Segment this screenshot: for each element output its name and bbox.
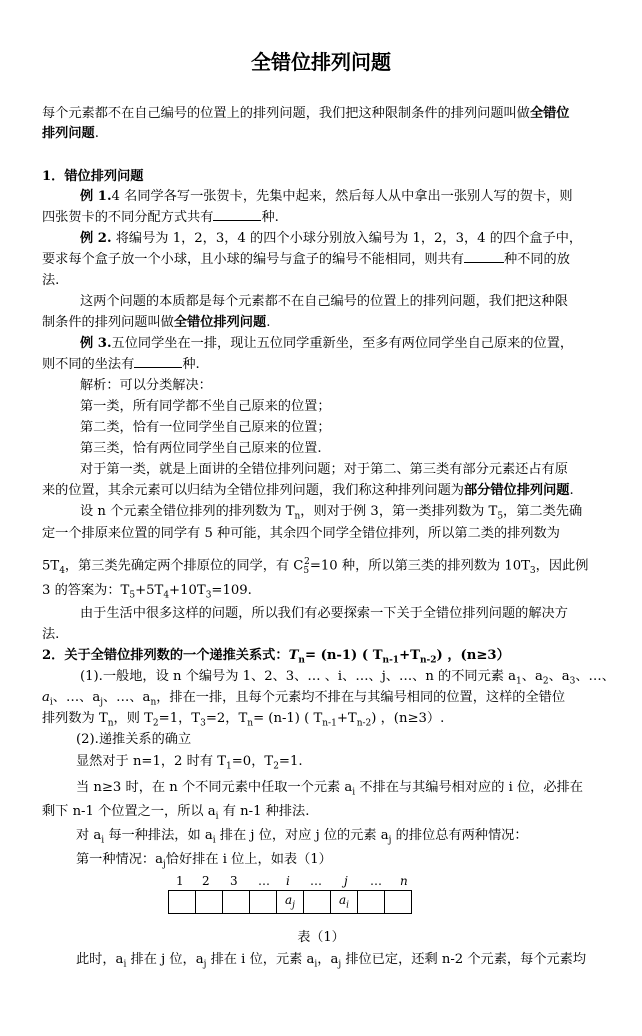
example-2-line-2: 要求每个盒子放一个小球，且小球的编号与盒子的编号不能相同，则共有 种不同的放 <box>42 252 570 267</box>
answer-blank[interactable] <box>464 250 504 263</box>
example-2-line-1: 例 2. 将编号为 1，2，3，4 的四个小球分别放入编号为 1，2，3，4 的四个盒子中， <box>80 231 583 246</box>
s2-paragraph-7: 剩下 n-1 个位置之一，所以 $a_i$ 有 n-1 种排法. <box>42 804 310 822</box>
classification-line-1: 对于第一类，就是上面讲的全错位排列问题；对于第二、第三类有部分元素还占有原 <box>80 462 568 477</box>
table-cell <box>385 891 412 914</box>
example-3-line-2: 则不同的坐法有 种. <box>42 357 200 372</box>
analysis-line: 解析：可以分类解决： <box>80 378 212 393</box>
table-caption: 表（1） <box>297 930 345 945</box>
intro-line-1: 每个元素都不在自己编号的位置上的排列问题，我们把这种限制条件的排列问题叫做全错位 <box>42 106 570 121</box>
table-header: n <box>400 874 408 888</box>
life-line-1: 由于生活中很多这样的问题，所以我们有必要探索一下关于全错位排列问题的解决方 <box>80 606 568 621</box>
s2-paragraph-8: 对 $a_i$ 每一种排法，如 $a_i$ 排在 j 位，对应 j 位的元素 $a_j$ 的排位总有两种情况： <box>76 828 528 846</box>
table-header: j <box>344 874 348 888</box>
table-cell <box>169 891 196 914</box>
essence-line-2: 制条件的排列问题叫做全错位排列问题. <box>42 315 271 330</box>
s2-paragraph-5: 显然对于 n=1，2 时有 $T_1=0$，$T_2=1$. <box>76 754 303 772</box>
example-1-line-1: 例 1.4 名同学各写一张贺卡，先集中起来，然后每人从中拿出一张别人写的贺卡，则 <box>80 189 573 204</box>
s2-subheading: (2).递推关系的确立 <box>76 732 192 747</box>
last-line: 此时，$a_i$ 排在 j 位，$a_j$ 排在 i 位，元素 $a_i$，$a_j$ 排位已定，还剩 n-2 个元素，每个元素均 <box>76 952 587 970</box>
table-cell <box>196 891 223 914</box>
section-2-heading: 2．关于全错位排列数的一个递推关系式：$T_n= (n-1)$ ( $T_{n-1}+T_{n-2}$) ，(n≥3） <box>42 648 510 666</box>
notation-line-4: 3 的答案为：$T_5+5T_4+10T_3=109$. <box>42 583 252 601</box>
table-header: 3 <box>230 874 238 888</box>
notation-line-3: $5T_4$，第三类先确定两个排原位的同学，有 $C_5^2=10$ 种，所以第三类的排列数为 $10T_3$，因此例 <box>42 557 589 577</box>
table-cell-aj: $a_j$ <box>277 891 304 914</box>
example-3-line-1: 例 3.五位同学坐在一排，现让五位同学重新坐，至多有两位同学坐自己原来的位置， <box>80 336 574 351</box>
analysis-line: 第三类，恰有两位同学坐自己原来的位置. <box>80 441 322 456</box>
table-header: 1 <box>176 874 184 888</box>
answer-blank[interactable] <box>213 208 261 221</box>
permutation-table <box>168 890 412 914</box>
table-header: … <box>310 874 322 888</box>
table-header: … <box>258 874 270 888</box>
intro-line-2: 排列问题. <box>42 126 99 141</box>
analysis-line: 第二类，恰有一位同学坐自己原来的位置； <box>80 420 331 435</box>
answer-blank[interactable] <box>134 355 182 368</box>
notation-line-1: 设 n 个元素全错位排列的排列数为 $T_n$，则对于例 3，第一类排列数为 $T_5$，第二类先确 <box>80 504 583 522</box>
s2-paragraph-1: (1).一般地，设 n 个编号为 1、2、3、… 、i、…、j、…、n 的不同元素 $a_1$、$a_2$、$a_3$、…、 <box>80 669 615 687</box>
classification-line-2: 来的位置，其余元素可以归结为全错位排列问题，我们称这种排列问题为部分错位排列问题. <box>42 483 574 498</box>
table-header: i <box>286 874 290 888</box>
analysis-line: 第一类，所有同学都不坐自己原来的位置； <box>80 399 331 414</box>
table-cell-ai: $a_i$ <box>331 891 358 914</box>
table-cell <box>250 891 277 914</box>
section-1-heading: 1．错位排列问题 <box>42 169 144 184</box>
table-header: … <box>370 874 382 888</box>
s2-paragraph-9: 第一种情况：$a_j$恰好排在 i 位上，如表（1） <box>76 852 332 870</box>
table-header: 2 <box>202 874 210 888</box>
table-cell <box>304 891 331 914</box>
example-2-line-3: 法. <box>42 273 60 288</box>
s2-paragraph-6: 当 n≥3 时，在 n 个不同元素中任取一个元素 $a_i$ 不排在与其编号相对应的 i 位，必排在 <box>76 780 583 798</box>
s2-paragraph-2: $a_i$、…、$a_j$、…、$a_n$，排在一排，且每个元素均不排在与其编号相同的位置，这样的全错位 <box>42 690 566 708</box>
notation-line-2: 定一个排原来位置的同学有 5 种可能，其余四个同学全错位排列，所以第二类的排列数为 <box>42 526 560 541</box>
page-title: 全错位排列问题 <box>251 50 391 74</box>
example-1-line-2: 四张贺卡的不同分配方式共有 种. <box>42 210 279 225</box>
life-line-2: 法. <box>42 627 60 642</box>
s2-paragraph-3: 排列数为 $T_n$，则 $T_2=1$，$T_3=2$，$T_n= (n-1)$ ( $T_{n-1}+T_{n-2}$) ，(n≥3）. <box>42 711 445 729</box>
table-cell <box>358 891 385 914</box>
table-cell <box>223 891 250 914</box>
essence-line-1: 这两个问题的本质都是每个元素都不在自己编号的位置上的排列问题，我们把这种限 <box>80 294 568 309</box>
